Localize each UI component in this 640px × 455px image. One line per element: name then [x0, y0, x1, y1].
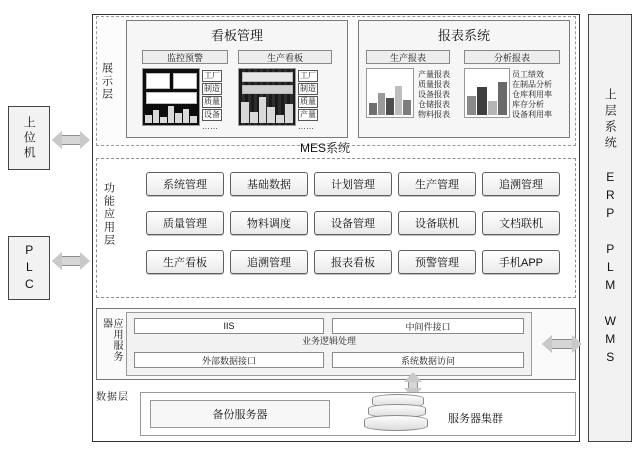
left-node-host-computer-label: 上位机	[22, 115, 37, 161]
func-btn-system-management[interactable]: 系统管理	[146, 172, 224, 196]
kanban-monitoring-items	[202, 70, 222, 132]
report-item2-3: 库存分析	[512, 100, 544, 109]
arrow-head-up	[404, 372, 422, 382]
presentation-layer-label-wrap	[100, 62, 122, 126]
report-analysis-thumbnail	[464, 68, 510, 118]
server-cluster-icon	[364, 394, 434, 434]
kanban-item-0: 工厂	[204, 71, 220, 80]
func-btn-quality-management[interactable]: 质量管理	[146, 211, 224, 235]
func-btn-equipment-management[interactable]: 设备管理	[314, 211, 392, 235]
func-btn-production-kanban[interactable]: 生产看板	[146, 250, 224, 274]
thumbnail-card	[146, 73, 170, 89]
arrow-head-left	[52, 131, 62, 149]
func-btn-alarm-management[interactable]: 预警管理	[398, 250, 476, 274]
application-server-label-wrap	[100, 318, 122, 372]
backup-server-box: 备份服务器	[150, 400, 330, 428]
report-production-items	[418, 70, 450, 120]
report-production-thumbnail	[366, 68, 414, 118]
report-item-2: 设备报表	[418, 90, 450, 99]
app-btn-iis[interactable]: IIS	[134, 318, 324, 334]
arrow-head-right	[80, 252, 90, 270]
func-btn-mobile-app[interactable]: 手机APP	[482, 250, 560, 274]
kanban-item2-3: 产量	[300, 110, 316, 119]
kanban-production-items	[298, 70, 318, 132]
kanban-panel-title: 看板管理	[210, 28, 263, 43]
func-btn-traceability-management-2[interactable]: 追溯管理	[230, 250, 308, 274]
data-layer-label: 数据层	[96, 392, 129, 403]
mes-system-label: MES系统	[300, 141, 351, 155]
kanban-sub-production[interactable]: 生产看板	[238, 50, 332, 64]
func-btn-plan-management[interactable]: 计划管理	[314, 172, 392, 196]
arrow-shaft	[62, 256, 80, 266]
app-btn-external-data-interface[interactable]: 外部数据接口	[134, 352, 324, 368]
thumbnail-card	[242, 85, 293, 94]
func-btn-equipment-online[interactable]: 设备联机	[398, 211, 476, 235]
arrow-head-left	[52, 252, 62, 270]
right-node-upper-systems-label: 上层系统 ERP PLM WMS	[603, 88, 618, 368]
thumbnail-bars	[467, 80, 507, 115]
function-layer-label: 功能应用层	[102, 182, 115, 247]
application-server-label: 应用服务器	[100, 318, 122, 362]
thumbnail-card	[242, 72, 293, 82]
func-btn-document-online[interactable]: 文档联机	[482, 211, 560, 235]
kanban-monitoring-thumbnail	[142, 68, 200, 126]
arrow-shaft	[552, 339, 572, 349]
kanban-item2-0: 工厂	[300, 71, 316, 80]
arrow-head-right	[80, 131, 90, 149]
report-analysis-items	[512, 70, 552, 120]
report-sub-analysis[interactable]: 分析报表	[464, 50, 560, 64]
kanban-item2-4: ……	[298, 122, 314, 131]
report-item-1: 质量报表	[418, 80, 450, 89]
thumbnail-card	[146, 92, 197, 104]
app-btn-system-data-access[interactable]: 系统数据访问	[332, 352, 524, 368]
func-btn-report-kanban[interactable]: 报表看板	[314, 250, 392, 274]
arrow-head-right	[572, 335, 582, 353]
kanban-item-3: 设备	[204, 110, 220, 119]
report-item-3: 仓储报表	[418, 100, 450, 109]
func-btn-basic-data[interactable]: 基础数据	[230, 172, 308, 196]
kanban-production-thumbnail	[238, 68, 296, 126]
arrow-host-to-mes	[52, 131, 90, 149]
report-panel-title: 报表系统	[437, 28, 490, 43]
kanban-item-4: ……	[202, 122, 218, 131]
kanban-item2-2: 质量	[300, 97, 316, 106]
thumbnail-bars	[145, 104, 197, 123]
arrow-shaft	[62, 135, 80, 145]
kanban-item-1: 制造	[204, 84, 220, 93]
thumbnail-card	[173, 73, 197, 89]
left-node-plc-label: PLC	[22, 242, 37, 294]
function-layer-label-wrap	[102, 182, 126, 274]
kanban-item-2: 质量	[204, 97, 220, 106]
func-btn-material-scheduling[interactable]: 物料调度	[230, 211, 308, 235]
arrow-head-left	[542, 335, 552, 353]
report-item-4: 物料报表	[418, 110, 450, 119]
presentation-layer-label: 展示层	[100, 62, 113, 101]
left-node-plc	[8, 236, 50, 300]
arrow-plc-to-mes	[52, 252, 90, 270]
report-sub-production[interactable]: 生产报表	[366, 50, 450, 64]
func-btn-traceability-management[interactable]: 追溯管理	[482, 172, 560, 196]
arrow-app-to-upper-systems	[542, 335, 582, 353]
server-cluster-label: 服务器集群	[448, 413, 503, 425]
report-item2-4: 设备利用率	[512, 110, 552, 119]
right-node-upper-systems	[588, 14, 632, 442]
kanban-item2-1: 制造	[300, 84, 316, 93]
report-item2-0: 员工绩效	[512, 70, 544, 79]
thumbnail-bars	[369, 81, 411, 115]
thumbnail-bars	[241, 96, 293, 123]
app-business-logic-label: 业务逻辑处理	[301, 336, 356, 346]
report-item-0: 产量报表	[418, 70, 450, 79]
kanban-sub-monitoring[interactable]: 监控预警	[142, 50, 228, 64]
report-item2-1: 在制品分析	[512, 80, 552, 89]
app-btn-middleware-interface[interactable]: 中间件接口	[332, 318, 524, 334]
left-node-host-computer	[8, 106, 50, 170]
func-btn-production-management[interactable]: 生产管理	[398, 172, 476, 196]
report-item2-2: 仓库利用率	[512, 90, 552, 99]
